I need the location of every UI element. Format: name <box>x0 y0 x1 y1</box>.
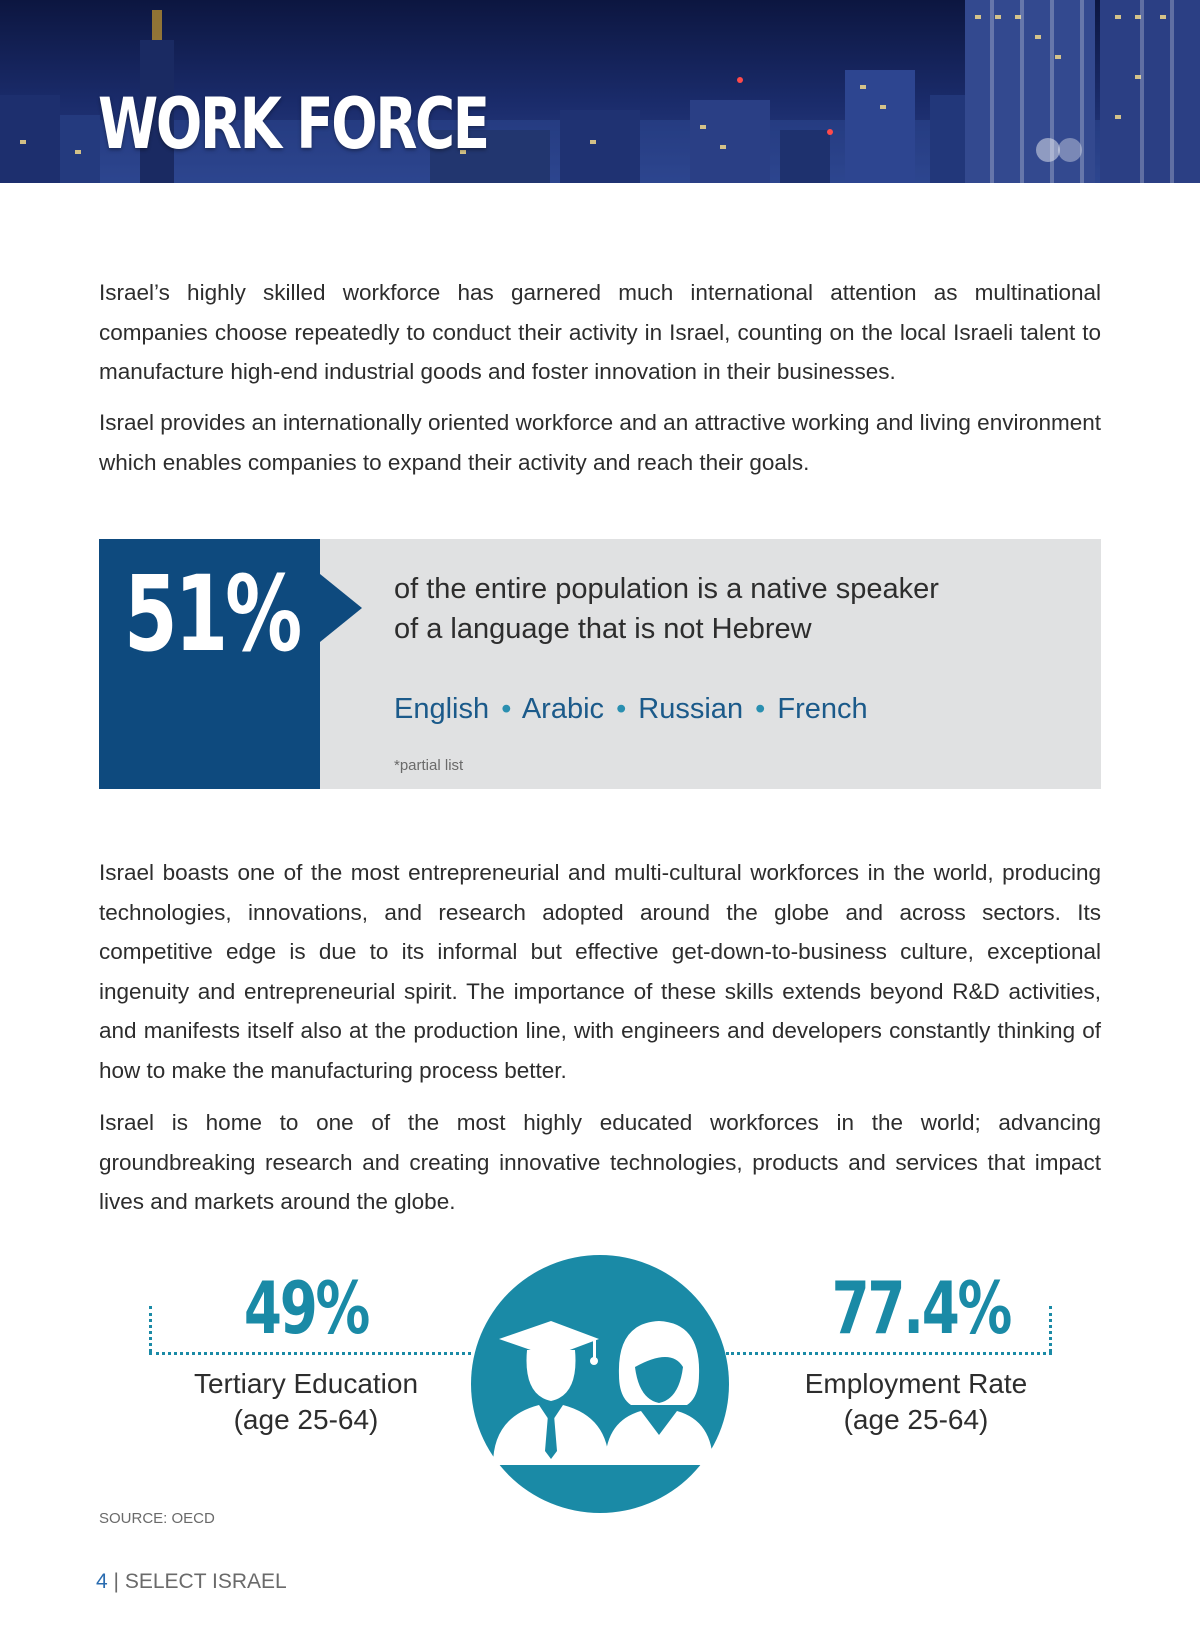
language-item: Russian <box>638 693 744 725</box>
dotted-connector <box>1049 1306 1052 1352</box>
footer-separator: | <box>113 1570 119 1593</box>
employment-rate-label <box>766 1366 1066 1438</box>
source-note: SOURCE: OECD <box>99 1510 215 1527</box>
employment-rate-value: 77.4% <box>831 1266 1011 1350</box>
callout-percent-panel <box>99 539 320 789</box>
intro-paragraph: Israel provides an internationally oriented workforce and an attractive working and living environment which enables companies to expand their activity and reach their goals. <box>99 410 1101 475</box>
stat-label-line: (age 25-64) <box>843 1404 989 1435</box>
callout-description <box>394 569 1044 649</box>
dotted-connector <box>726 1352 1052 1355</box>
stat-label-line: (age 25-64) <box>233 1404 379 1435</box>
dotted-connector <box>149 1352 471 1355</box>
callout-footnote: *partial list <box>394 757 464 774</box>
body-paragraph: Israel is home to one of the most highly educated workforces in the world; advancing groundbreaking research and creating innovative technologies, products and services that impact lives and markets around the globe. <box>99 1110 1101 1214</box>
body-paragraph: Israel boasts one of the most entrepreneurial and multi-cultural workforces in the world, producing technologies, innovations, and research adopted around the globe and across sectors. Its competitive edge is due to its informal but effective get-down-to-business culture, exceptional ingenuity and entrepreneurial spirit. The importance of these skills extends beyond R&D activities, and manifests itself also at the production line, with engineers and developers constantly thinking of how to make the manufacturing process better. <box>99 860 1101 1083</box>
language-item: English <box>394 693 490 725</box>
callout-line-2: of a language that is not Hebrew <box>394 613 812 645</box>
language-item: French <box>777 693 868 725</box>
stat-label-line: Employment Rate <box>804 1368 1028 1399</box>
tertiary-education-value: 49% <box>243 1266 369 1350</box>
stat-label-line: Tertiary Education <box>193 1368 419 1399</box>
callout-line-1: of the entire population is a native speaker <box>394 573 939 605</box>
dotted-connector <box>149 1306 152 1352</box>
graduate-icon <box>493 1321 609 1465</box>
publication-name: SELECT ISRAEL <box>124 1570 287 1593</box>
intro-paragraph: Israel’s highly skilled workforce has garnered much international attention as multinational companies choose repeatedly to conduct their activity in Israel, counting on the local Israeli talent to manufacture high-end industrial goods and foster innovation in their businesses. <box>99 280 1101 384</box>
language-item: Arabic <box>521 693 605 725</box>
page-number: 4 <box>96 1570 108 1593</box>
bullet-separator: • <box>755 693 766 725</box>
people-circle <box>471 1255 729 1513</box>
language-stat-callout <box>99 539 1101 789</box>
bullet-separator: • <box>501 693 512 725</box>
header-banner <box>0 0 1200 183</box>
language-list <box>394 691 868 727</box>
callout-percent: 51% <box>124 553 300 675</box>
bullet-separator: • <box>616 693 627 725</box>
page-footer <box>96 1570 287 1594</box>
tertiary-education-label <box>156 1366 456 1438</box>
woman-icon <box>605 1321 713 1465</box>
page-title: WORK FORCE <box>98 83 488 165</box>
callout-arrow-icon <box>320 574 362 642</box>
